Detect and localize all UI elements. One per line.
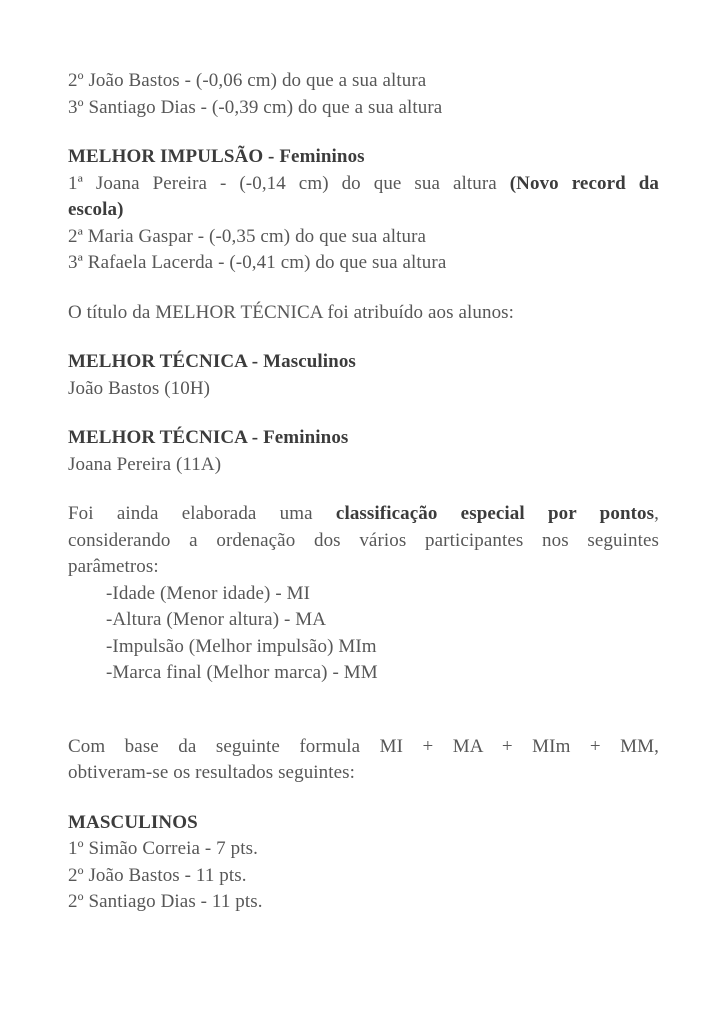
blank-line [68, 277, 659, 300]
blank-line [68, 787, 659, 810]
formula-sentence-line1: Com base da seguinte formula MI + MA + MIm + MM, [68, 735, 659, 757]
new-school-record-note-part1: (Novo record da [509, 172, 659, 194]
blank-line [68, 326, 659, 349]
formula-sentence-line2: obtiveram-se os resultados seguintes: [68, 762, 356, 783]
masculinos-pontos-first-place: 1º Simão Correia - 7 pts. [68, 838, 258, 859]
classificacao-intro-line1 [68, 501, 659, 528]
parameter-item-altura: -Altura (Menor altura) - MA [106, 609, 327, 630]
blank-lines [68, 687, 659, 734]
classificacao-intro-line3: parâmetros: [68, 556, 159, 577]
impulsao-fem-third-place: 3ª Rafaela Lacerda - (-0,41 cm) do que sua altura [68, 252, 447, 273]
parameter-item-impulsao: -Impulsão (Melhor impulsão) MIm [106, 635, 377, 657]
impulsao-fem-first-place-line2 [68, 197, 659, 224]
parameter-item-marca-final: -Marca final (Melhor marca) - MM [106, 662, 378, 683]
impulsao-masc-second-place: 2º João Bastos - (-0,06 cm) do que a sua altura [68, 70, 427, 91]
masculinos-pontos-third-place: 2º Santiago Dias - 11 pts. [68, 891, 263, 912]
tecnica-masculinos-winner: João Bastos (10H) [68, 377, 211, 399]
tecnica-intro-sentence: O título da MELHOR TÉCNICA foi atribuído aos alunos: [68, 301, 515, 323]
section-heading-melhor-tecnica-femininos: MELHOR TÉCNICA - Femininos [68, 427, 349, 448]
impulsao-fem-first-place-line1 [68, 171, 659, 198]
blank-line [68, 121, 659, 144]
impulsao-fem-first-place-text: 1ª Joana Pereira - (-0,14 cm) do que sua altura [68, 172, 497, 194]
blank-line [68, 402, 659, 425]
parameter-item-idade: -Idade (Menor idade) - MI [106, 582, 311, 604]
classificacao-intro-comma: , [654, 503, 659, 524]
classificacao-especial-bold-phrase: classificação especial por pontos [335, 503, 655, 524]
section-heading-melhor-tecnica-masculinos: MELHOR TÉCNICA - Masculinos [68, 351, 356, 372]
classificacao-intro-start: Foi ainda elaborada uma [68, 503, 313, 524]
tecnica-femininos-winner: Joana Pereira (11A) [68, 453, 222, 475]
new-school-record-note-part2: escola) [68, 199, 124, 220]
classificacao-intro-line2: considerando a ordenação dos vários participantes nos seguintes [68, 529, 659, 551]
impulsao-fem-second-place: 2ª Maria Gaspar - (-0,35 cm) do que sua altura [68, 225, 427, 247]
section-heading-melhor-impulsao-femininos: MELHOR IMPULSÃO - Femininos [68, 146, 365, 167]
blank-line [68, 478, 659, 501]
masculinos-pontos-second-place: 2º João Bastos - 11 pts. [68, 864, 247, 886]
section-heading-masculinos-pontos: MASCULINOS [68, 811, 198, 833]
impulsao-masc-third-place: 3º Santiago Dias - (-0,39 cm) do que a sua altura [68, 96, 443, 118]
